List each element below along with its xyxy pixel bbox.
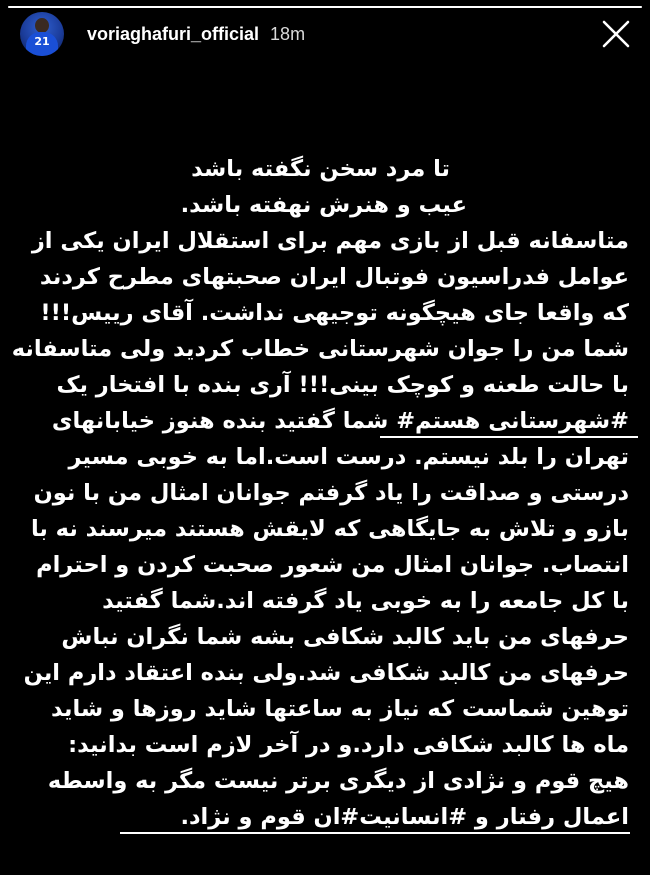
story-progress-fill xyxy=(8,6,642,8)
close-button[interactable] xyxy=(602,20,630,48)
story-header xyxy=(20,12,630,56)
story-line-1: تا مرد سخن نگفته باشد xyxy=(191,156,450,182)
story-line-15: حرفهای من کالبد شکافی شد.ولی بنده اعتقاد دارم این xyxy=(23,660,629,686)
hashtag-underline-1 xyxy=(380,436,638,438)
story-line-2: عیب و هنرش نهفته باشد. xyxy=(180,192,467,218)
story-progress-bar xyxy=(8,6,642,8)
timestamp: 18m xyxy=(270,23,306,44)
hashtag-underline-2 xyxy=(120,832,630,834)
story-line-16: توهین شماست که نیاز به ساعتها شاید روزها و شاید xyxy=(51,696,629,722)
avatar-head xyxy=(35,18,49,33)
username[interactable]: voriaghafuri_official xyxy=(87,23,260,44)
story-line-5: که واقعا جای هیچگونه توجیهی نداشت. آقای رییس!!! xyxy=(40,300,629,326)
avatar[interactable] xyxy=(20,12,64,56)
story-line-10: درستی و صداقت را یاد گرفتم جوانان امثال من با نون xyxy=(33,480,629,506)
avatar-jersey-number: 21 xyxy=(34,35,50,48)
story-line-4: عوامل فدراسیون فوتبال ایران صحبتهای مطرح کردند xyxy=(39,264,629,290)
story-line-14: حرفهای من باید کالبد شکافی بشه شما نگران نباش xyxy=(61,624,629,650)
story-line-8: #شهرستانی هستم# شما گفتید بنده هنوز خیابانهای xyxy=(51,408,629,434)
story-line-13: با کل جامعه را به خوبی یاد گرفته اند.شما گفتید xyxy=(102,588,629,614)
story-line-17: ماه ها کالبد شکافی دارد.و در آخر لازم است بدانید: xyxy=(68,732,629,758)
story-line-9: تهران را بلد نیستم. درست است.اما به خوبی مسیر xyxy=(68,444,629,470)
story-line-6: شما من را جوان شهرستانی خطاب کردید ولی متاسفانه xyxy=(11,336,629,362)
story-line-3: متاسفانه قبل از بازی مهم برای استقلال ایران یکی از xyxy=(31,228,629,254)
story-line-11: بازو و تلاش به جایگاهی که لایقش هستند میرسند نه با xyxy=(30,516,629,542)
story-line-12: انتصاب. جوانان امثال من شعور صحبت کردن و احترام xyxy=(36,552,629,578)
story-line-18: هیچ قوم و نژادی از دیگری برتر نیست مگر به واسطه xyxy=(47,768,629,794)
close-icon xyxy=(602,20,630,48)
story-line-7: با حالت طعنه و کوچک بینی!!! آری بنده با افتخار یک xyxy=(56,372,629,398)
story-line-19: اعمال رفتار و #انسانیت#ان قوم و نژاد. xyxy=(180,804,629,830)
